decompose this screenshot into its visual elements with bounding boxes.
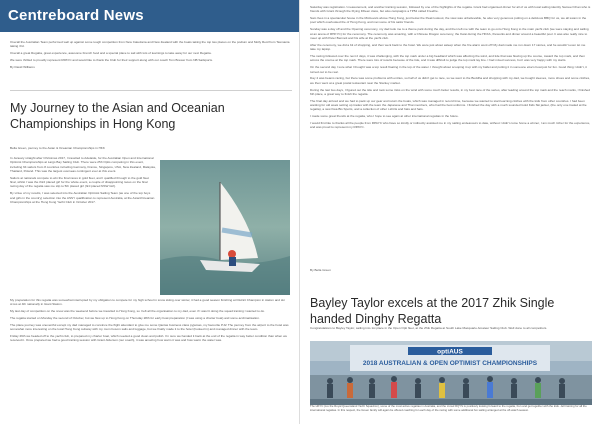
article-paragraph: Sunday was a day off and the Opening ceremony, my dad took me to a theme park during the day, and then left me with the team to go onto Hong Kong to the main yacht club (we were staying and sailing at an arena of RHKYC) for the ceremony. The ceremony was amazing, with a Chinese Dragon ceremony, the Kwai during the HKKA, fireworks and dinner around a beautiful pool. It was also really nice to meet up with Peter Bennett and his wife at the yacht club. [310, 27, 589, 40]
article-paragraph: After the ceremony, we did a bit of shopping, and then went back to the hotel. We were just about asleep when the fire alarm went off! My dad made me run down 17 stories, and he wouldn't even let me take my laptop. [310, 42, 586, 52]
article-paragraph: The final day arrived and we had to pack up our gear and return the boats, which was managed in record time, because we wanted to start learning clothes with the kids from other countries. I had been wanting for old week setting up trades with the team the Japanese and Thai members, who had the best uniforms. I finished the day with a much sounded Gold Kids Ski jacket, (the only one traded at the regatta), a new Kwa Bis Sports, and a collection of other t-shirts and hats and hats. [310, 98, 587, 112]
article-paragraph: The regatta started on Monday the second of October, but we flew up to Hong Kong on Thursday 28th for early boat preparation (I was using a charter boat) and some acclimatisation. [10, 316, 260, 321]
article-paragraph: By virtue of my results, I was selected into the Australian Optimist Sailing Team (as one of the top boys and girls in the country) selection into the ASSY qualification to represent Australia, at the Asian/Oceanian Championships at the Hong Kong Yacht Club in October 2017. [10, 191, 155, 204]
masthead-title: Centreboard News [8, 7, 144, 24]
article-paragraph: Congratulations to Bayley Taylor, sailing into 1st place in the Open Opti fleet, at the Zhik Regatta at South Lake Macquarie Amateur Sailing Club. Well done to all competitors. [310, 326, 548, 330]
right-page [300, 0, 600, 424]
byline-text: Bella Green, journey to the Asian & Oceanian Championships in HKK [10, 146, 105, 150]
article-paragraph: During the last two days, I figured out the tide and took some risks on the wind with some much better results, in my best race of the series, after leading around the top mark and the reach marks, I finished 6th place, a great way to finish the regatta. [310, 87, 590, 96]
article-paragraph: I would first like to thanks all the people from RPAYC who have so kindly or indirectly assisted me in my sailing endeavours to date, without I didn't come home a winner, I am much richer for the experience, and was proud to represent my RPAYC. [310, 121, 591, 130]
article-intro [310, 326, 592, 333]
article-paragraph: Sailors at nationals compete to win the final races in gold fleet, and I qualified through to the gold fleet final, whilst I was the third placed girl for the whole event, a couple of disappointing races on the final racing day of the regatta saw me slip to 5th placed girl (3rd placed NSW Girl). [10, 175, 149, 189]
masthead [0, 0, 299, 32]
article-paragraph: My last day of competition on the snow was the weekend before we travelled to Hong Kong, so I left all the organisation to my dad, even if I wasn't doing the squad training I wanted to do. [10, 309, 265, 314]
article-paragraph: Saturday was registration / measurement, and another training session, followed by one of the highlights of the regatta. Grant had organised dinner for all of us with local sailing identity Samuel Chan who is friends with Grant through the Flying Fifteen class, but also campaigns a TP52 called Freefire. [310, 5, 591, 14]
banner-logo: optiAUS [437, 348, 463, 356]
article-continued-right [310, 5, 592, 132]
intro-byline: By David Williams [10, 64, 35, 69]
article-paragraph: The racing followed over the next 2 days, it was challenging, with the top mark under a big headland which was affecting the wind, and tide that was flowing up the course, toward the top mark, and then across the course at the top mark. There were lots of results because of the tide, and it was difficult to judge the top mark lay line. I had mixed success, but I was very happy with my starts. [310, 54, 585, 63]
article-paragraph: Sam lives in a spectacular house in the Mid-levels above Hong Kong, just below the Peak lookout, the view was unbelievable, he also very generous putting on a delicious BBQ for us, we all swam in the pool which overlooked the of Hong Kong, and met some of his sailor friends. [310, 16, 587, 25]
article-byline [10, 146, 292, 153]
article-paragraph: The plane journey was uneventful except my dad managed to convince the flight attendant to give me some Qantas business class pyjamas, my favourite PJs! The journey from the airport to the hotel was somewhat more interesting on the local Hong Kong subway with my mum bosom sails and luggage, but we finally made it to the hotel (hooked in) and managed dinner with the team. [10, 322, 289, 332]
article-paragraph: I made some great friends at the regatta, who I hope to see again at other international regattas in the future. [310, 114, 459, 119]
article-headline: Bayley Taylor excels at the 2017 Zhik Single handed Dinghy Regatta [310, 296, 555, 326]
article-paragraph: Friday 29th we headed off to the yacht club, to prepared my charter boat, which needed a good clean and polish. I'm sure we handed it back at the end of the regatta in way better condition than when we received it. Once prepared we had a good training session with Grant Alderson (our coach), it was amazing how warm it was and how warm the water was. [10, 334, 288, 343]
section-divider [10, 90, 292, 91]
article-column [10, 156, 156, 207]
sailing-photo [160, 160, 290, 295]
byline-text: By Bella Green [310, 268, 331, 272]
article-paragraph: Day 4 was beams racing, but there was some problems with entries, so half of us didn't get to race, so we went to the Buddha and shopping with my dad, we bought sleeves, more shoes and some clothes, we then went at a great postal restaurant near the Stanley market. [310, 76, 591, 85]
article-byline [310, 268, 592, 275]
article-headline: My Journey to the Asian and Oceanian Championships in Hong Kong [10, 101, 225, 131]
team-photo [310, 341, 592, 405]
intro-section [10, 40, 292, 72]
article-paragraph: On the second day I sure what I thought was a top result floating in the top of the water. I thought about scooping it up with my ballet and putting it in someone else's boat just for fun. Good thing I didn't, it turned out to be real. [310, 65, 587, 74]
article-paragraph: In January straight after Christmas 2017, I travelled to Adelaide, for the Australian Open and International Optimist Championships at Largs Bay Sailing Club. There were 253 Optis competing in this event, including 64 sailors from 8 countries including Germany, France, Singapore, USA, New Zealand, Malaysia, Thailand, Poland. This was the largest overseas contingent ever at this event. [10, 156, 156, 173]
intro-paragraph: Overall a great Regatta, great experience, awesome French food and a special place to sail with lots of learnings to take away for our next Regatta. [10, 51, 212, 56]
intro-paragraph: We were thrilled to proudly represent RPAYC and would like to thank the Club for their support along with our coach Tom Brewer from NB Sailsports. [10, 58, 213, 63]
intro-paragraph: Overall the Australian Team performed well up against some tough competition from New Caledonia and New Zealand with the boats taking the top two places on the podium and Molly Reid from Tasmania taking 3rd. [10, 40, 290, 49]
banner-text: 2018 AUSTRALIAN & OPEN OPTIMIST CHAMPIONSHIPS [362, 360, 538, 367]
article-paragraph: My preparation for this regatta was somewhat interrupted by my obligation to compete for my high school in snow skiing over winter, it had a good season finishing at District Champion in slalom and ski cross at 4th nationally in Giant Slalom. [10, 298, 285, 307]
photo-caption: The HKYC (Liu the Royal Queensland Yacht Squadron), some of the most active regattas in Australia, and the crowd RQYS is positively looking forward to the regatta, Fun and get together with the kids. Jell training for all the international regattas. In this respect, the Green family will again be offered coaching for each day of the racing with some additional fun sailing arranged at the off-watch season. [310, 404, 587, 412]
article-continued [10, 298, 292, 345]
